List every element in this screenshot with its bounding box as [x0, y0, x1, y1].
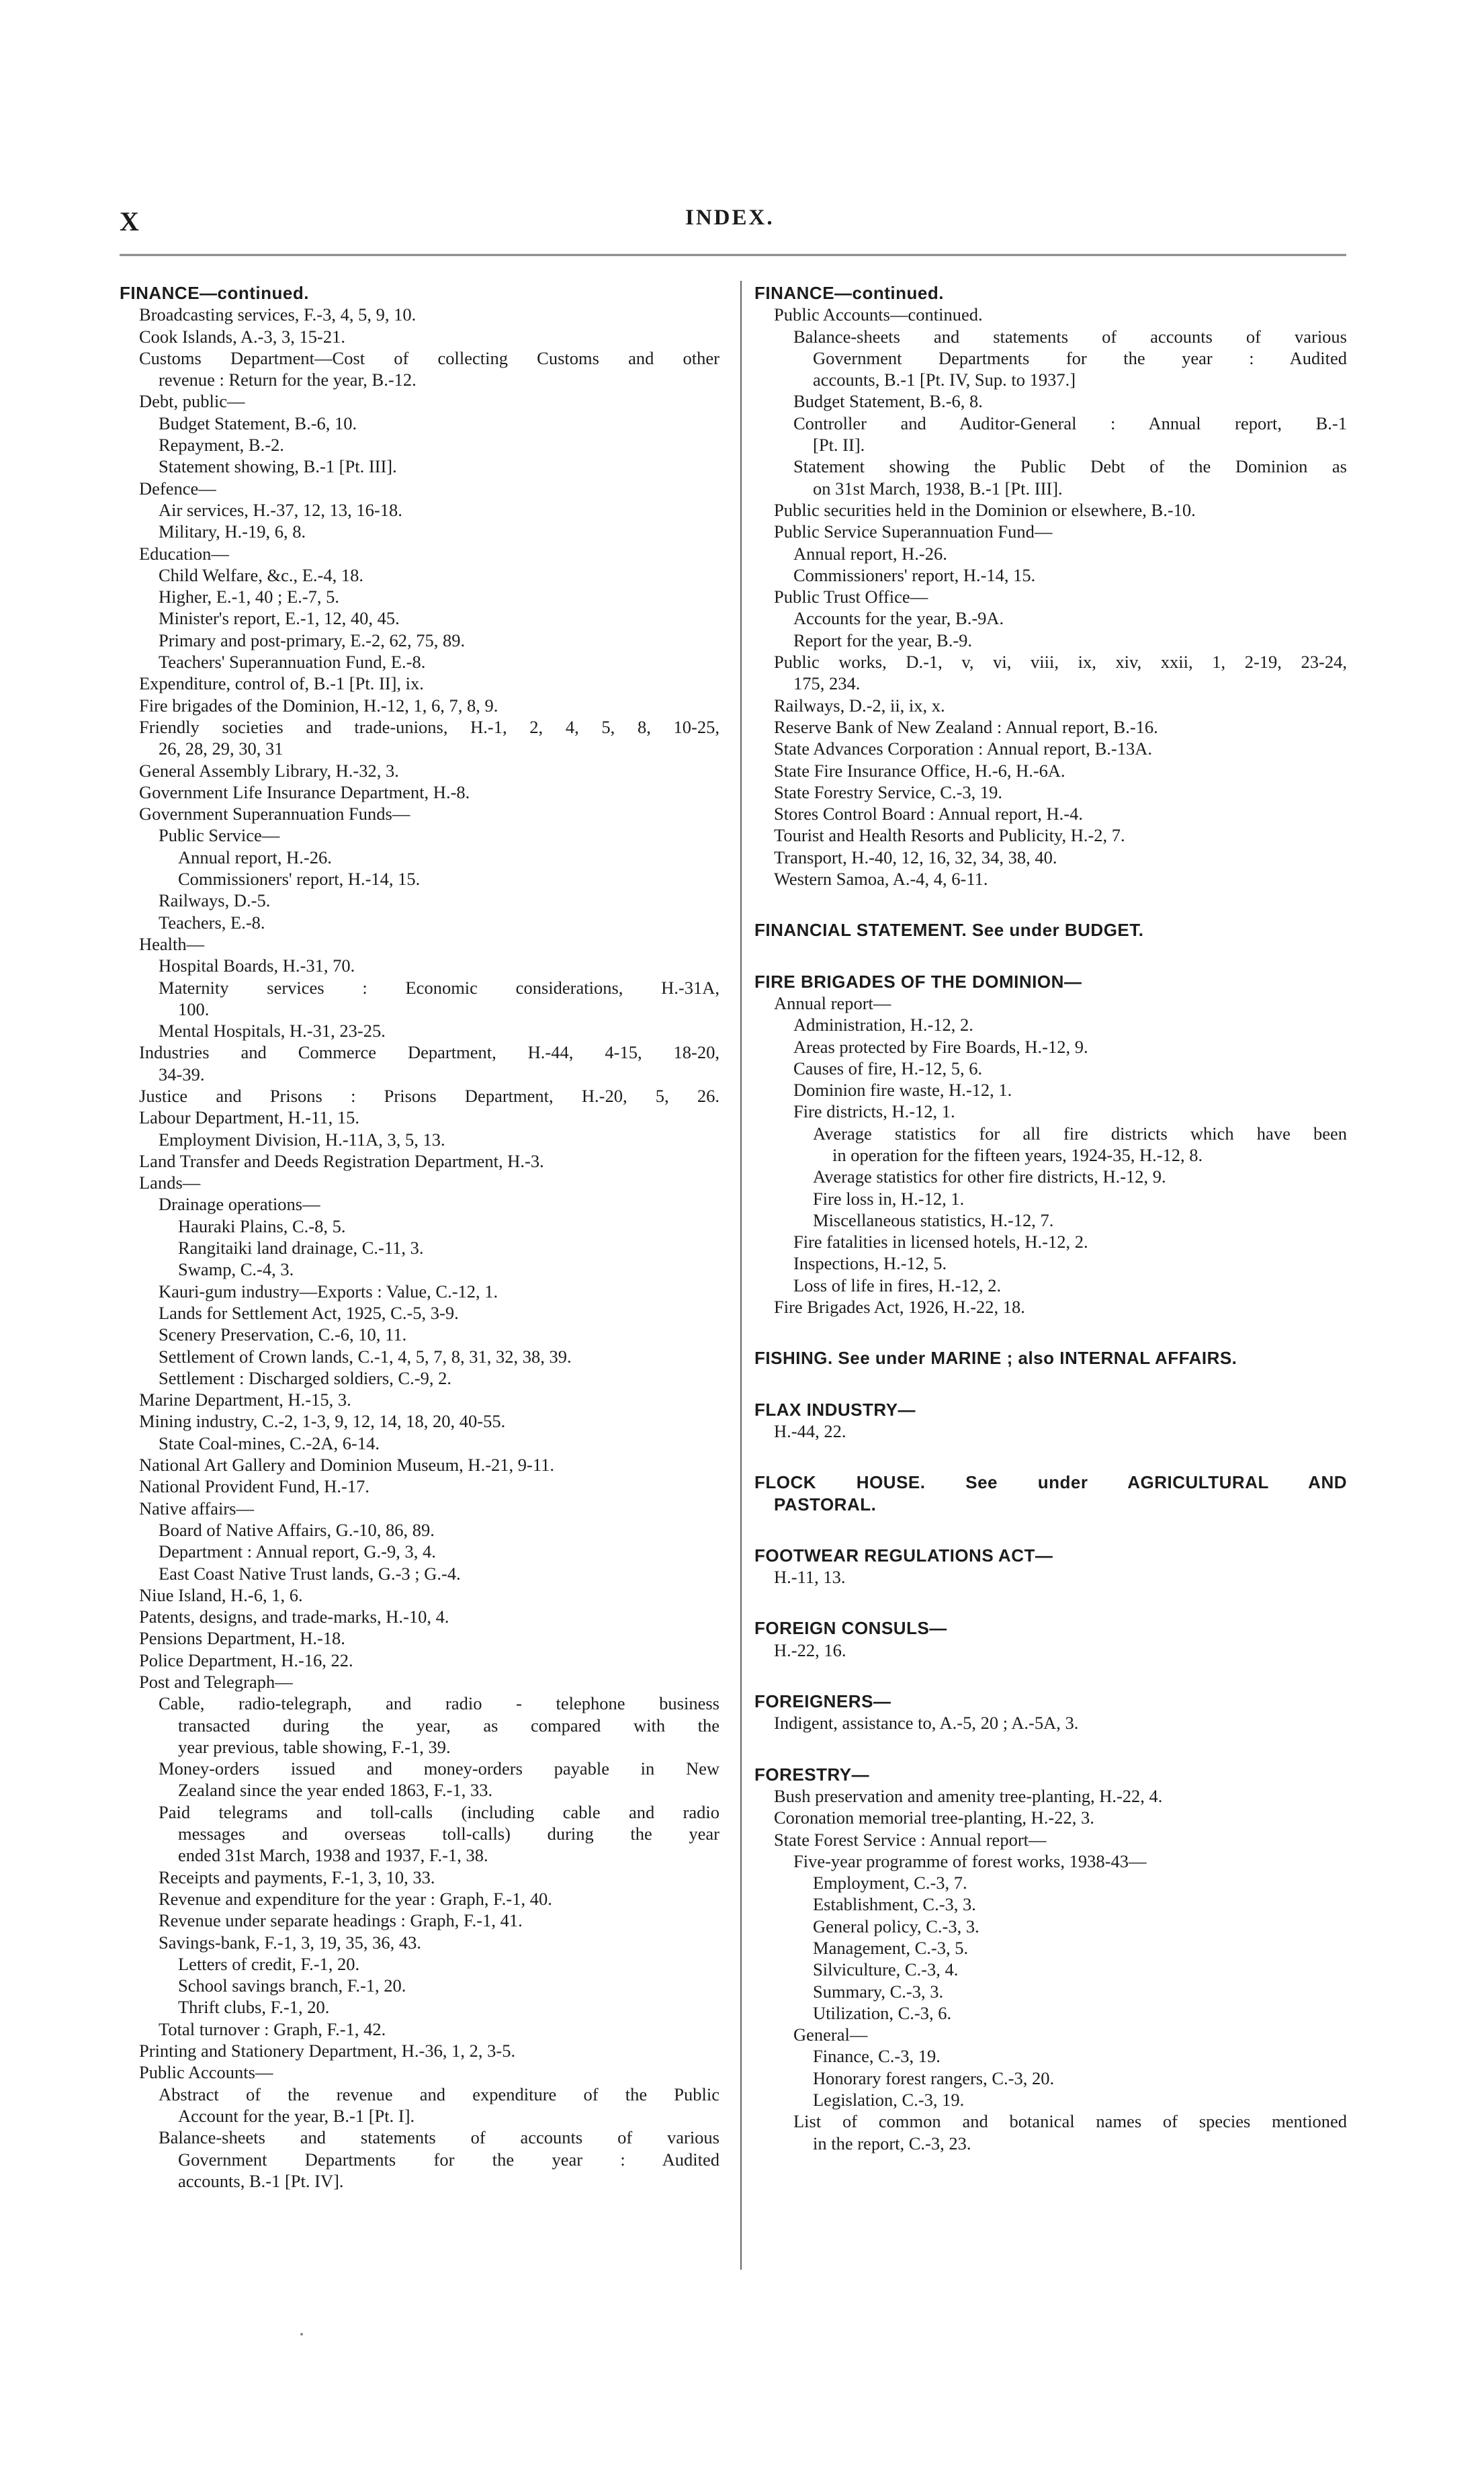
- index-entry: General policy, C.-3, 3.: [813, 1916, 979, 1936]
- index-entry: Inspections, H.-12, 5.: [793, 1253, 947, 1274]
- index-entry: Pensions Department, H.-18.: [139, 1628, 345, 1649]
- index-heading: PASTORAL.: [774, 1494, 877, 1514]
- index-entry: Air services, H.-37, 12, 13, 16-18.: [159, 499, 402, 520]
- index-entry: accounts, B.-1 [Pt. IV, Sup. to 1937.]: [813, 370, 1076, 390]
- index-entry: Government Life Insurance Department, H.-8.: [139, 781, 470, 802]
- index-entry: State Forest Service : Annual report—: [774, 1829, 1047, 1850]
- index-entry: Account for the year, B.-1 [Pt. I].: [178, 2105, 415, 2126]
- index-entry: Public Accounts—: [139, 2062, 273, 2083]
- index-entry: [Pt. II].: [813, 435, 865, 456]
- index-entry: Total turnover : Graph, F.-1, 42.: [159, 2018, 386, 2039]
- left-column: [120, 282, 719, 2192]
- index-entry: 100.: [178, 998, 210, 1019]
- index-entry: Tourist and Health Resorts and Publicity, H.-2, 7.: [774, 825, 1125, 846]
- index-entry: Expenditure, control of, B.-1 [Pt. II], ix.: [139, 673, 424, 694]
- entry-gap: [754, 1442, 1347, 1471]
- index-entry: Railways, D.-2, ii, ix, x.: [774, 695, 945, 716]
- index-entry: State Forestry Service, C.-3, 19.: [774, 781, 1003, 802]
- index-entry: Swamp, C.-4, 3.: [178, 1259, 294, 1280]
- index-entry: Friendly societies and trade-unions, H.-1, 2, 4, 5, 8, 10-25,: [139, 716, 719, 737]
- page-number: X: [120, 206, 140, 237]
- index-entry: Fire fatalities in licensed hotels, H.-12, 2.: [793, 1232, 1088, 1252]
- index-entry: Maternity services : Economic considerations, H.-31A,: [159, 977, 719, 998]
- index-entry: H.-11, 13.: [774, 1567, 846, 1588]
- index-entry: Fire Brigades Act, 1926, H.-22, 18.: [774, 1297, 1025, 1318]
- index-entry: 34-39.: [159, 1064, 205, 1084]
- entry-gap: [754, 1734, 1347, 1764]
- index-entry: Loss of life in fires, H.-12, 2.: [793, 1275, 1002, 1295]
- index-entry: State Advances Corporation : Annual report, B.-13A.: [774, 738, 1153, 759]
- index-entry: in operation for the fifteen years, 1924-35, H.-12, 8.: [832, 1144, 1203, 1165]
- index-entry: Railways, D.-5.: [159, 890, 271, 911]
- index-entry: Stores Control Board : Annual report, H.-4.: [774, 804, 1084, 824]
- index-entry: Letters of credit, F.-1, 20.: [178, 1953, 360, 1974]
- index-entry: H.-44, 22.: [774, 1420, 846, 1441]
- index-entry: Annual report, H.-26.: [793, 543, 947, 564]
- entry-gap: [754, 890, 1347, 919]
- index-entry: Department : Annual report, G.-9, 3, 4.: [159, 1541, 436, 1562]
- index-entry: Post and Telegraph—: [139, 1672, 293, 1692]
- index-entry: Administration, H.-12, 2.: [793, 1015, 973, 1035]
- index-entry: Drainage operations—: [159, 1194, 320, 1215]
- index-entry: Balance-sheets and statements of accounts of various: [793, 326, 1347, 347]
- index-entry: National Provident Fund, H.-17.: [139, 1476, 369, 1497]
- index-entry: Money-orders issued and money-orders payable in New: [159, 1758, 719, 1779]
- index-entry: Patents, designs, and trade-marks, H.-10, 4.: [139, 1607, 449, 1627]
- index-entry: Fire loss in, H.-12, 1.: [813, 1188, 965, 1209]
- index-entry: Teachers, E.-8.: [159, 912, 265, 933]
- index-entry: Government Departments for the year : Audited: [813, 347, 1347, 368]
- index-heading: FINANCE—continued.: [754, 283, 944, 303]
- index-entry: on 31st March, 1938, B.-1 [Pt. III].: [813, 478, 1063, 499]
- index-entry: Scenery Preservation, C.-6, 10, 11.: [159, 1324, 407, 1345]
- index-entry: Niue Island, H.-6, 1, 6.: [139, 1584, 303, 1605]
- index-entry: School savings branch, F.-1, 20.: [178, 1975, 406, 1996]
- entry-gap: [754, 1588, 1347, 1617]
- index-entry: General Assembly Library, H.-32, 3.: [139, 760, 399, 781]
- index-heading: FOREIGN CONSULS—: [754, 1618, 947, 1639]
- index-entry: 175, 234.: [793, 673, 861, 694]
- index-entry: Bush preservation and amenity tree-planting, H.-22, 4.: [774, 1785, 1163, 1806]
- index-entry: Labour Department, H.-11, 15.: [139, 1107, 359, 1128]
- index-entry: Savings-bank, F.-1, 3, 19, 35, 36, 43.: [159, 1932, 421, 1953]
- index-entry: Abstract of the revenue and expenditure of the Public: [159, 2084, 719, 2104]
- index-entry: Western Samoa, A.-4, 4, 6-11.: [774, 869, 988, 890]
- index-entry: List of common and botanical names of species mentioned: [793, 2111, 1347, 2132]
- entry-gap: [754, 1661, 1347, 1691]
- index-entry: Report for the year, B.-9.: [793, 630, 973, 650]
- index-entry: Commissioners' report, H.-14, 15.: [178, 869, 421, 890]
- index-entry: Public Trust Office—: [774, 587, 928, 607]
- index-entry: Causes of fire, H.-12, 5, 6.: [793, 1058, 983, 1078]
- index-entry: transacted during the year, as compared with the: [178, 1715, 719, 1736]
- index-entry: Cable, radio-telegraph, and radio - telephone business: [159, 1693, 719, 1714]
- index-entry: Transport, H.-40, 12, 16, 32, 34, 38, 40.: [774, 847, 1057, 867]
- index-entry: Settlement of Crown lands, C.-1, 4, 5, 7, 8, 31, 32, 38, 39.: [159, 1346, 572, 1367]
- index-entry: Settlement : Discharged soldiers, C.-9, 2.: [159, 1367, 451, 1388]
- index-entry: Justice and Prisons : Prisons Department, H.-20, 5, 26.: [139, 1085, 719, 1106]
- index-heading: FLOCK HOUSE. See under AGRICULTURAL AND: [754, 1472, 1347, 1493]
- index-entry: Broadcasting services, F.-3, 4, 5, 9, 10.: [139, 304, 417, 325]
- index-entry: East Coast Native Trust lands, G.-3 ; G.-4.: [159, 1563, 461, 1584]
- index-entry: revenue : Return for the year, B.-12.: [159, 370, 417, 390]
- index-entry: Public Service Superannuation Fund—: [774, 521, 1053, 542]
- index-entry: Establishment, C.-3, 3.: [813, 1894, 976, 1915]
- header-rule: [120, 254, 1346, 256]
- index-entry: Child Welfare, &c., E.-4, 18.: [159, 564, 363, 585]
- index-entry: Public Accounts—continued.: [774, 304, 983, 325]
- index-entry: Commissioners' report, H.-14, 15.: [793, 564, 1036, 585]
- index-entry: year previous, table showing, F.-1, 39.: [178, 1736, 451, 1757]
- index-entry: Balance-sheets and statements of accounts of various: [159, 2127, 719, 2148]
- index-entry: Statement showing the Public Debt of the Dominion as: [793, 456, 1347, 477]
- index-entry: Public works, D.-1, v, vi, viii, ix, xiv, xxii, 1, 2-19, 23-24,: [774, 652, 1347, 673]
- index-entry: Revenue and expenditure for the year : Graph, F.-1, 40.: [159, 1888, 552, 1909]
- index-heading: FOREIGNERS—: [754, 1691, 891, 1712]
- index-entry: Government Departments for the year : Audited: [178, 2149, 719, 2170]
- index-entry: Teachers' Superannuation Fund, E.-8.: [159, 652, 426, 673]
- index-entry: Industries and Commerce Department, H.-44, 4-15, 18-20,: [139, 1042, 719, 1063]
- index-entry: Public securities held in the Dominion or elsewhere, B.-10.: [774, 499, 1196, 520]
- index-entry: accounts, B.-1 [Pt. IV].: [178, 2170, 344, 2191]
- index-entry: Health—: [139, 933, 205, 954]
- index-heading: FORESTRY—: [754, 1764, 870, 1785]
- index-entry: Budget Statement, B.-6, 8.: [793, 391, 983, 412]
- index-entry: Native affairs—: [139, 1498, 254, 1519]
- index-entry: Lands—: [139, 1172, 201, 1193]
- index-entry: Zealand since the year ended 1863, F.-1, 33.: [178, 1780, 493, 1801]
- index-entry: Rangitaiki land drainage, C.-11, 3.: [178, 1238, 424, 1258]
- index-heading: FIRE BRIGADES OF THE DOMINION—: [754, 971, 1082, 992]
- index-entry: Utilization, C.-3, 6.: [813, 2002, 952, 2023]
- index-heading: FOOTWEAR REGULATIONS ACT—: [754, 1545, 1053, 1566]
- entry-gap: [754, 1369, 1347, 1399]
- index-entry: Government Superannuation Funds—: [139, 804, 410, 824]
- index-heading: FLAX INDUSTRY—: [754, 1399, 916, 1420]
- index-entry: State Fire Insurance Office, H.-6, H.-6A.: [774, 760, 1065, 781]
- index-entry: Employment Division, H.-11A, 3, 5, 13.: [159, 1129, 445, 1150]
- index-entry: Indigent, assistance to, A.-5, 20 ; A.-5A, 3.: [774, 1713, 1079, 1734]
- index-entry: Five-year programme of forest works, 1938-43—: [793, 1850, 1147, 1871]
- page-title: INDEX.: [685, 206, 775, 230]
- index-entry: Reserve Bank of New Zealand : Annual report, B.-16.: [774, 716, 1158, 737]
- entry-gap: [754, 1318, 1347, 1347]
- index-entry: Areas protected by Fire Boards, H.-12, 9.: [793, 1036, 1088, 1057]
- index-entry: Statement showing, B.-1 [Pt. III].: [159, 456, 397, 477]
- index-entry: Debt, public—: [139, 391, 245, 412]
- index-entry: State Coal-mines, C.-2A, 6-14.: [159, 1433, 380, 1453]
- index-entry: Receipts and payments, F.-1, 3, 10, 33.: [159, 1867, 435, 1887]
- index-entry: Customs Department—Cost of collecting Customs and other: [139, 347, 719, 368]
- index-entry: Average statistics for other fire districts, H.-12, 9.: [813, 1166, 1166, 1187]
- index-entry: Thrift clubs, F.-1, 20.: [178, 1997, 330, 2018]
- index-entry: ended 31st March, 1938 and 1937, F.-1, 38.: [178, 1845, 488, 1866]
- index-entry: Honorary forest rangers, C.-3, 20.: [813, 2067, 1055, 2088]
- index-entry: Defence—: [139, 478, 216, 499]
- index-entry: Management, C.-3, 5.: [813, 1938, 969, 1958]
- index-entry: Board of Native Affairs, G.-10, 86, 89.: [159, 1519, 435, 1540]
- index-entry: Minister's report, E.-1, 12, 40, 45.: [159, 608, 400, 629]
- index-entry: Land Transfer and Deeds Registration Department, H.-3.: [139, 1150, 544, 1171]
- index-entry: Fire brigades of the Dominion, H.-12, 1, 6, 7, 8, 9.: [139, 695, 498, 716]
- index-entry: Miscellaneous statistics, H.-12, 7.: [813, 1209, 1054, 1230]
- entry-gap: [754, 941, 1347, 971]
- index-entry: Repayment, B.-2.: [159, 435, 284, 456]
- index-entry: Controller and Auditor-General : Annual report, B.-1: [793, 413, 1347, 433]
- index-entry: Legislation, C.-3, 19.: [813, 2090, 965, 2110]
- index-entry: Finance, C.-3, 19.: [813, 2046, 941, 2067]
- index-entry: Printing and Stationery Department, H.-36, 1, 2, 3-5.: [139, 2041, 516, 2061]
- index-entry: Accounts for the year, B.-9A.: [793, 608, 1004, 629]
- index-entry: Hospital Boards, H.-31, 70.: [159, 955, 355, 976]
- index-entry: Military, H.-19, 6, 8.: [159, 521, 306, 542]
- index-entry: Marine Department, H.-15, 3.: [139, 1390, 351, 1410]
- index-entry: Higher, E.-1, 40 ; E.-7, 5.: [159, 587, 340, 607]
- index-entry: Primary and post-primary, E.-2, 62, 75, 89.: [159, 630, 466, 650]
- index-entry: 26, 28, 29, 30, 31: [159, 738, 283, 759]
- index-entry: Mining industry, C.-2, 1-3, 9, 12, 14, 18, 20, 40-55.: [139, 1411, 506, 1432]
- index-entry: Police Department, H.-16, 22.: [139, 1650, 353, 1670]
- index-entry: National Art Gallery and Dominion Museum, H.-21, 9-11.: [139, 1455, 554, 1476]
- index-entry: Hauraki Plains, C.-8, 5.: [178, 1215, 346, 1236]
- index-entry: Mental Hospitals, H.-31, 23-25.: [159, 1021, 386, 1041]
- index-entry: Employment, C.-3, 7.: [813, 1873, 967, 1893]
- index-entry: Budget Statement, B.-6, 10.: [159, 413, 357, 433]
- stray-mark: [300, 2333, 303, 2336]
- index-entry: Average statistics for all fire districts which have been: [813, 1123, 1347, 1144]
- index-entry: General—: [793, 2024, 868, 2045]
- index-entry: Paid telegrams and toll-calls (including cable and radio: [159, 1801, 719, 1822]
- index-heading: FINANCE—continued.: [120, 283, 309, 303]
- index-entry: Dominion fire waste, H.-12, 1.: [793, 1080, 1012, 1101]
- index-entry: Education—: [139, 543, 229, 564]
- index-entry: in the report, C.-3, 23.: [813, 2133, 971, 2153]
- column-divider: [740, 281, 742, 2270]
- index-entry: H.-22, 16.: [774, 1639, 846, 1660]
- index-entry: Public Service—: [159, 825, 280, 846]
- index-heading: FINANCIAL STATEMENT. See under BUDGET.: [754, 920, 1144, 941]
- index-entry: Cook Islands, A.-3, 3, 15-21.: [139, 326, 345, 347]
- index-entry: Annual report, H.-26.: [178, 847, 332, 867]
- index-entry: Revenue under separate headings : Graph, F.-1, 41.: [159, 1910, 523, 1931]
- index-entry: Kauri-gum industry—Exports : Value, C.-12, 1.: [159, 1281, 498, 1301]
- index-entry: Coronation memorial tree-planting, H.-22, 3.: [774, 1807, 1094, 1828]
- index-entry: Annual report—: [774, 992, 891, 1013]
- index-entry: Silviculture, C.-3, 4.: [813, 1959, 959, 1980]
- index-entry: messages and overseas toll-calls) during the year: [178, 1824, 719, 1844]
- index-heading: FISHING. See under MARINE ; also INTERNAL AFFAIRS.: [754, 1348, 1237, 1369]
- index-entry: Summary, C.-3, 3.: [813, 1981, 944, 2002]
- index-entry: Lands for Settlement Act, 1925, C.-5, 3-9.: [159, 1302, 459, 1323]
- right-column: [754, 282, 1347, 2154]
- entry-gap: [754, 1515, 1347, 1545]
- index-entry: Fire districts, H.-12, 1.: [793, 1101, 955, 1122]
